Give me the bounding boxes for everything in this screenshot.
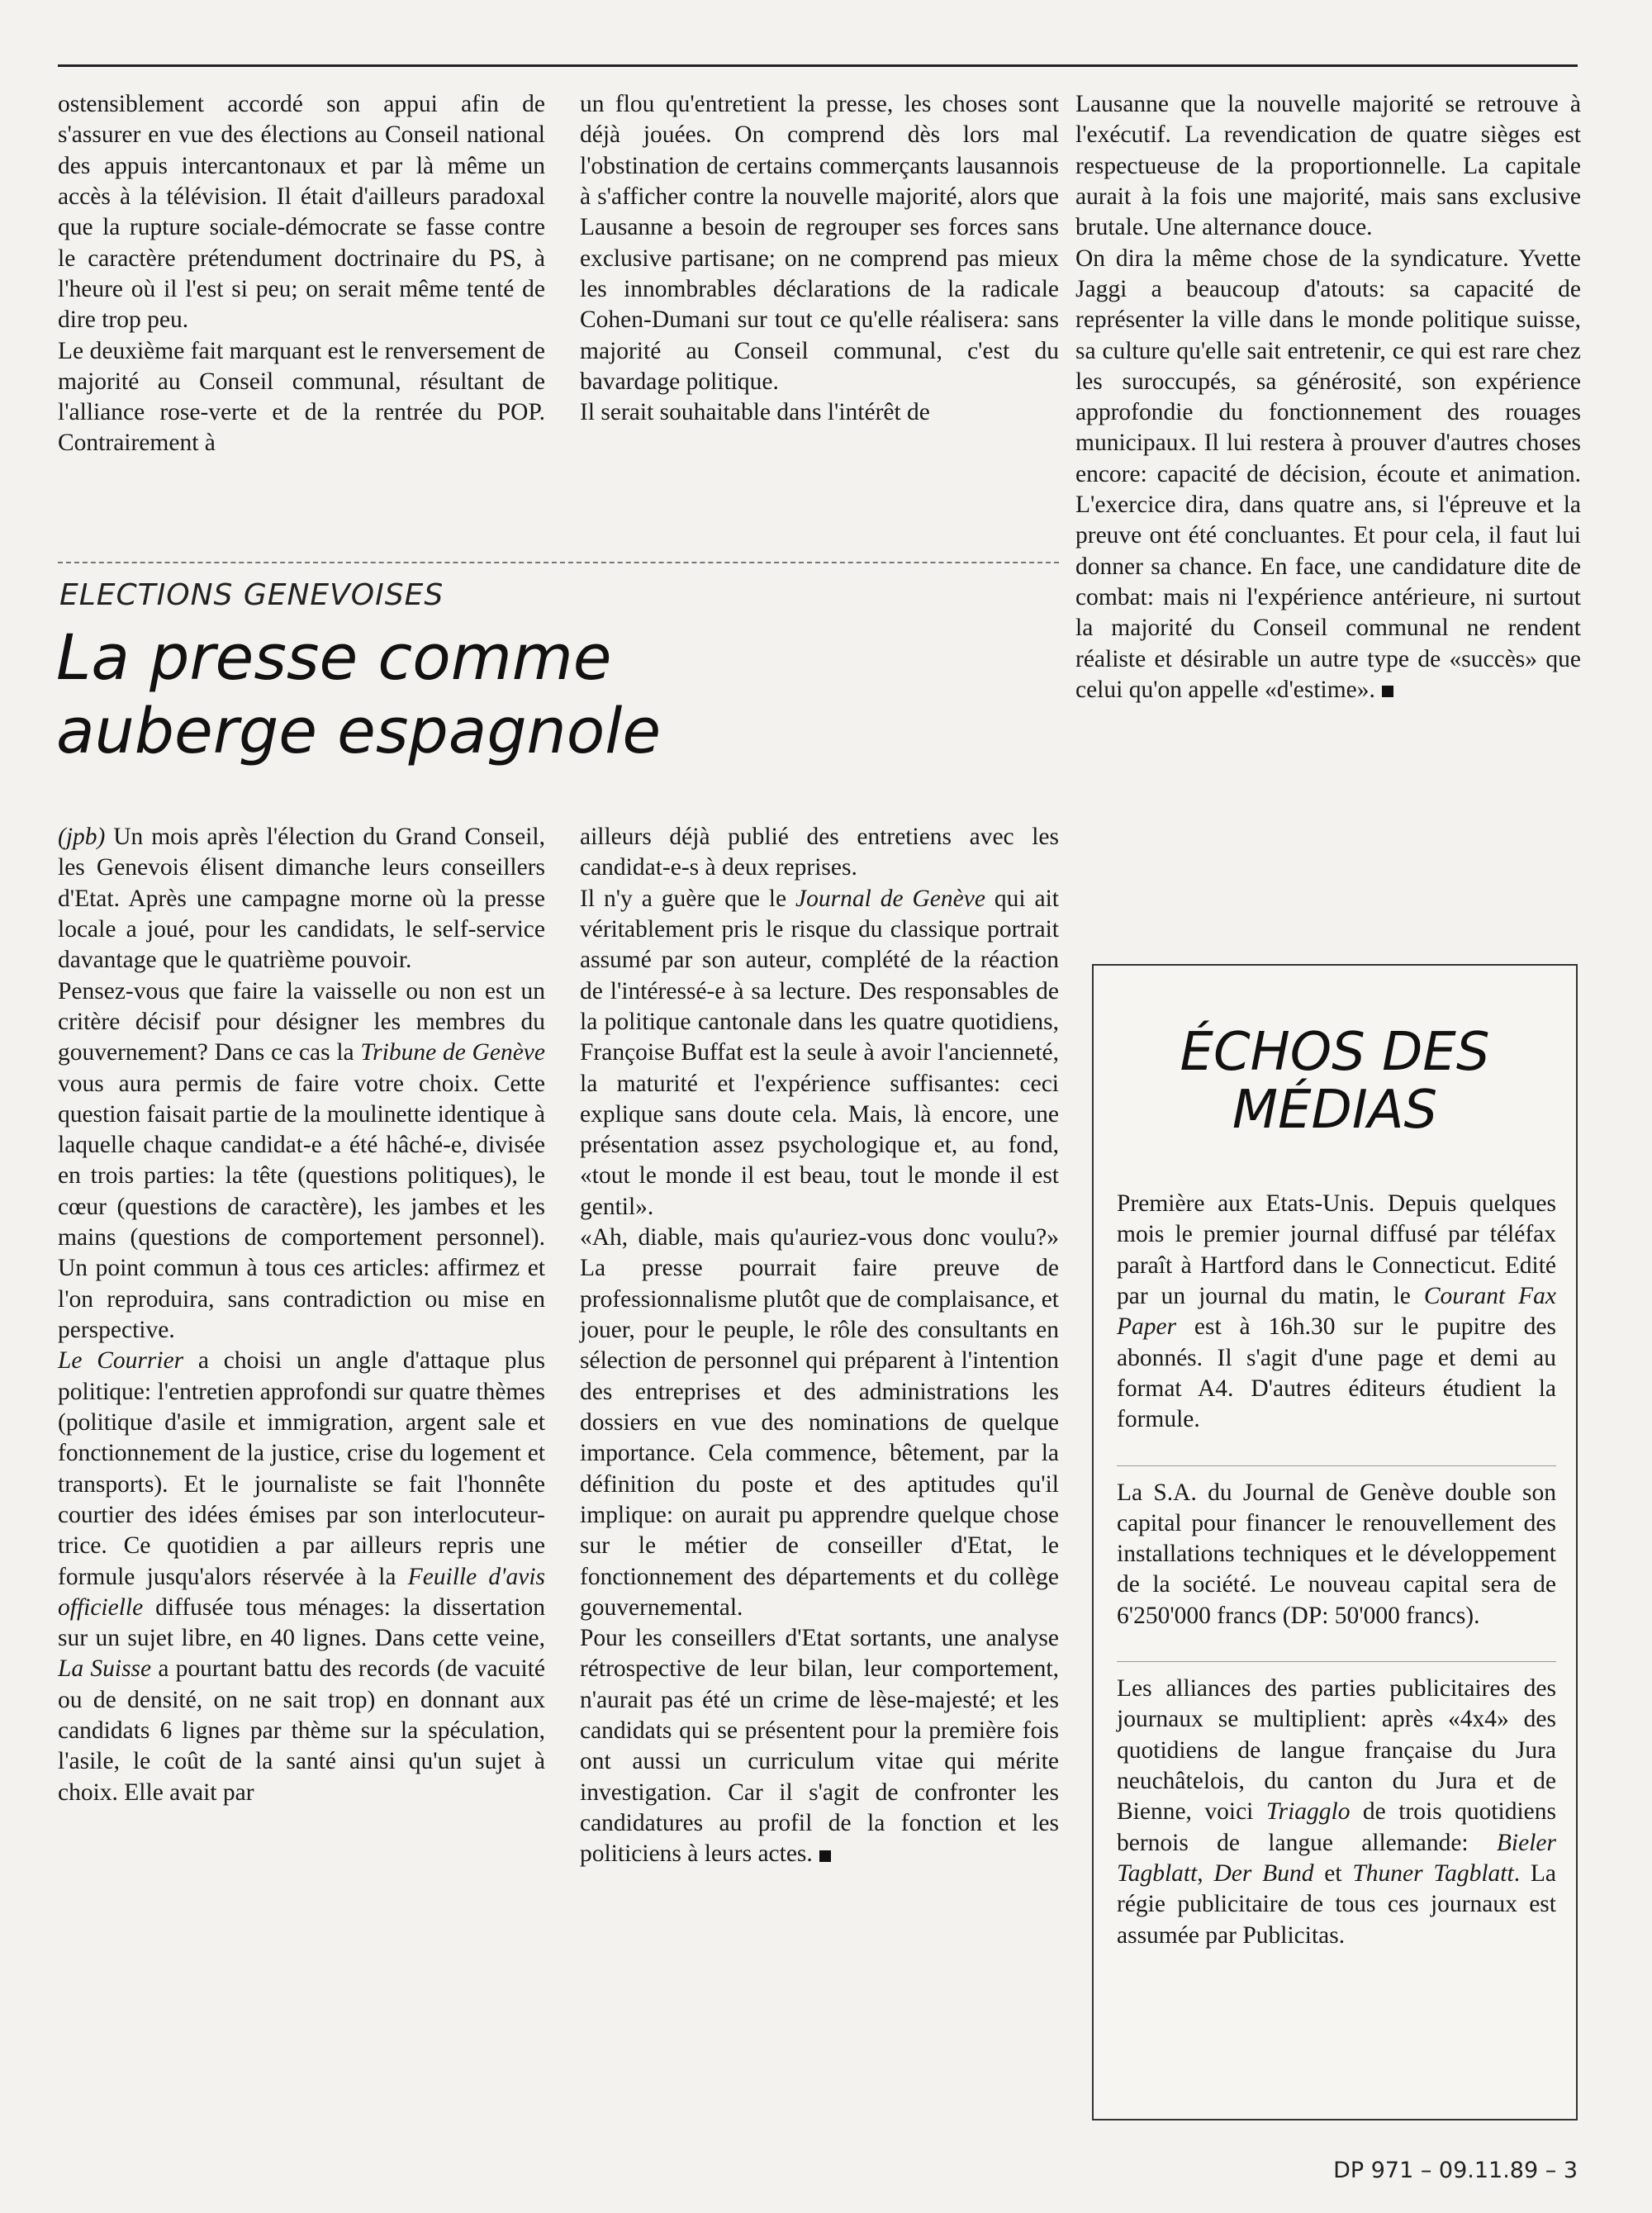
continued-column-2: [580, 89, 1059, 428]
end-mark-icon: [819, 1850, 831, 1862]
newspaper-title: Der Bund: [1213, 1859, 1314, 1887]
paragraph-text: Pour les conseillers d'Etat sortants, une analyse rétrospective de leur bilan, leur comportement, n'aurait pas été un crime de lèse-majesté; et les candidats qui se présentent pour la première fois ont aussi un curriculum vitae qui mérite investigation. Car il s'agit de confronter les candidatures au profil de la fonction et les politiciens à leurs actes.: [580, 1625, 1059, 1868]
headline-line-2: auberge espagnole: [56, 693, 662, 767]
newspaper-title: Tribune de Genève: [360, 1039, 545, 1066]
paragraph-text: diffusée tous ménages: la dissertation sur un sujet libre, en 40 lignes. Dans cette veine,: [58, 1593, 545, 1652]
end-mark-icon: [1382, 686, 1393, 697]
news-text: est à 16h.30 sur le pupitre des abonnés. Il s'agit d'une page et demi au format A4. D'autres éditeurs étudient la formule.: [1117, 1313, 1556, 1433]
paragraph: Lausanne que la nouvelle majorité se retrouve à l'exécutif. La revendication de quatre sièges est respectueuse de la proportionnelle. La capitale aurait à la fois une majorité, mais sans exclusive brutale. Une alternance douce.: [1075, 91, 1581, 241]
paragraph-text: Pensez-vous que faire la vaisselle ou non est un critère décisif pour désigner les membres du gouvernement? Dans ce cas la: [58, 977, 545, 1066]
top-rule: [58, 64, 1578, 67]
paragraph-text: Il n'y a guère que le: [580, 885, 795, 912]
paragraph: [580, 884, 1059, 1223]
paragraph-text: a choisi un angle d'attaque plus politique: l'entretien approfondi sur quatre thèmes (politique d'asile et immigration, argent sale et fonctionnement de la justice, crise du logement et transports). Et le journaliste se fait l'honnête courtier des idées émises par son interlocuteur-trice. Ce quotidien a par ailleurs repris une formule jusqu'alors réservée à la: [58, 1347, 545, 1590]
news-text: . La régie publicitaire de tous ces journaux est assumée par Publicitas.: [1117, 1859, 1556, 1949]
newspaper-title: Courant Fax Paper: [1117, 1282, 1557, 1341]
echos-des-medias-box: [1092, 964, 1578, 2120]
continued-column-1: [58, 89, 545, 459]
news-text: ,: [1197, 1859, 1214, 1887]
paragraph-text: vous aura permis de faire votre choix. Cette question faisait partie de la moulinette identique à laquelle chaque candidat-e a été hâché-e, divisée en trois parties: la tête (questions politiques), le cœur (questions de caractère), les jambes et les mains (questions de comportement personnel). Un point commun à tous ces articles: affirmez et l'on reproduira, sans contradiction ou mise en perspective.: [58, 1070, 545, 1343]
paragraph-text: On dira la même chose de la syndicature. Yvette Jaggi a beaucoup d'atouts: sa capacité de représenter la ville dans le monde politique suisse, sa culture qu'elle sait entretenir, ce qui est rare chez les suroccupés, sa générosité, son expérience approfondie du fonctionnement des rouages municipaux. Il lui restera à prouver d'autres choses encore: capacité de décision, écoute et animation. L'exercice dira, dans quatre ans, si l'épreuve et la preuve ont été concluantes. Et pour cela, il faut lui donner sa chance. En face, une candidature dite de combat: mais ni l'expérience antérieure, ni surtout la majorité du Conseil communal ne rendent réaliste et désirable un autre type de «succès» que celui qu'on appelle «d'estime».: [1075, 245, 1581, 703]
news-text: Les alliances des parties publicitaires des journaux se multiplient: après «4x4» des quotidiens de langue française du Jura neuchâtelois, du canton du Jura et de Bienne, voici: [1117, 1675, 1556, 1826]
box-title-line-2: MÉDIAS: [1232, 1080, 1438, 1142]
section-divider: [58, 562, 1059, 563]
paragraph: un flou qu'entretient la presse, les choses sont déjà jouées. On comprend dès lors mal l'obstination de certains commerçants lausannois à s'afficher contre la nouvelle majorité, alors que Lausanne a besoin de regrouper ses forces sans exclusive partisane; on ne comprend pas mieux les innombrables déclarations de la radicale Cohen-Dumani sur tout ce qu'elle réalisera: sans majorité au Conseil communal, c'est du bavardage politique.: [580, 91, 1059, 395]
article-column-2: [580, 822, 1059, 1870]
box-title: [1094, 1023, 1576, 1140]
paragraph: «Ah, diable, mais qu'auriez-vous donc voulu?» La presse pourrait faire preuve de professionnalisme plutôt que de complaisance, et jouer, pour le peuple, le rôle des consultants en sélection de personnel qui préparent à l'intention des entreprises et des administrations les dossiers en vue des nominations de quelque importance. Cela commence, bêtement, par la définition du poste et des aptitudes qu'il implique: on aurait pu apprendre quelque chose sur le métier de conseiller d'Etat, le fonctionnement des départements et du collège gouvernemental.: [580, 1224, 1060, 1621]
paragraph: [58, 822, 545, 976]
box-title-line-1: ÉCHOS DES: [1180, 1022, 1490, 1083]
newspaper-title: Triagglo: [1265, 1798, 1351, 1826]
author-initials: (jpb): [58, 824, 106, 850]
box-body: [1117, 1189, 1556, 1981]
article-column-1: [58, 822, 545, 1808]
newspaper-title: Thuner Tagblatt: [1352, 1859, 1514, 1887]
paragraph-text: qui ait véritablement pris le risque du classique portrait assumé par son auteur, complété de la réaction de l'intéressé-e à sa lecture. Des responsables de la politique cantonale dans les quatre quotidiens, Françoise Buffat est la seule à avoir l'ancienneté, la maturité et l'expérience suffisantes: ceci explique sans doute cela. Mais, là encore, une présentation assez psychologique et, au fond, «tout le monde il est beau, tout le monde il est gentil».: [580, 885, 1060, 1220]
paragraph: [580, 1623, 1059, 1870]
article-kicker: ELECTIONS GENEVOISES: [59, 578, 444, 612]
paragraph-text: Un mois après l'élection du Grand Conseil, les Genevois élisent dimanche leurs conseillers d'Etat. Après une campagne morne où la presse locale a joué, pour les candidats, le self-service davantage que le quatrième pouvoir.: [58, 824, 545, 974]
newspaper-title: Journal de Genève: [795, 885, 985, 912]
page-footer: DP 971 – 09.11.89 – 3: [1333, 2158, 1578, 2183]
continued-column-3: [1075, 89, 1581, 705]
paragraph: Le deuxième fait marquant est le renversement de majorité au Conseil communal, résultant de l'alliance rose-verte et de la rentrée du POP. Contrairement à: [58, 337, 545, 457]
paragraph: [58, 1346, 545, 1808]
paragraph: [58, 976, 545, 1346]
paragraph: [1075, 244, 1581, 706]
paragraph: Il serait souhaitable dans l'intérêt de: [580, 399, 930, 426]
news-item: [1117, 1189, 1556, 1436]
news-text: de trois quotidiens bernois de langue allemande:: [1117, 1798, 1557, 1856]
newspaper-title: La Suisse: [58, 1655, 152, 1683]
paragraph: ostensiblement accordé son appui afin de s'assurer en vue des élections au Conseil national des appuis intercantonaux et par là même un accès à la télévision. Il était d'ailleurs paradoxal que la rupture sociale-démocrate se fasse contre le caractère prétendument doctrinaire du PS, à l'heure où il l'est si peu; on serait même tenté de dire trop peu.: [58, 91, 545, 334]
newspaper-title: Bieler Tagblatt: [1117, 1829, 1556, 1887]
paragraph-text: a pourtant battu des records (de vacuité ou de densité, on ne sait trop) en donnant aux candidats 6 lignes par thème sur la spéculation, l'asile, le coût de la santé ainsi qu'un sujet à choix. Elle avait par: [58, 1655, 545, 1806]
news-item: La S.A. du Journal de Genève double son capital pour financer le renouvellement des installations techniques et le développement de la société. Le nouveau capital sera de 6'250'000 francs (DP: 50'000 francs).: [1117, 1465, 1556, 1632]
news-text: Première aux Etats-Unis. Depuis quelques mois le premier journal diffusé par téléfax paraît à Hartford dans le Connecticut. Edité par un journal du matin, le: [1117, 1190, 1556, 1309]
newspaper-title: Le Courrier: [58, 1347, 184, 1375]
news-text: et: [1313, 1859, 1353, 1887]
news-item: [1117, 1661, 1556, 1951]
article-headline: [56, 621, 1064, 768]
paragraph: ailleurs déjà publié des entretiens avec les candidat-e-s à deux reprises.: [580, 824, 1059, 881]
newspaper-title: Feuille d'avis officielle: [58, 1563, 546, 1621]
headline-line-1: La presse comme: [56, 620, 612, 694]
